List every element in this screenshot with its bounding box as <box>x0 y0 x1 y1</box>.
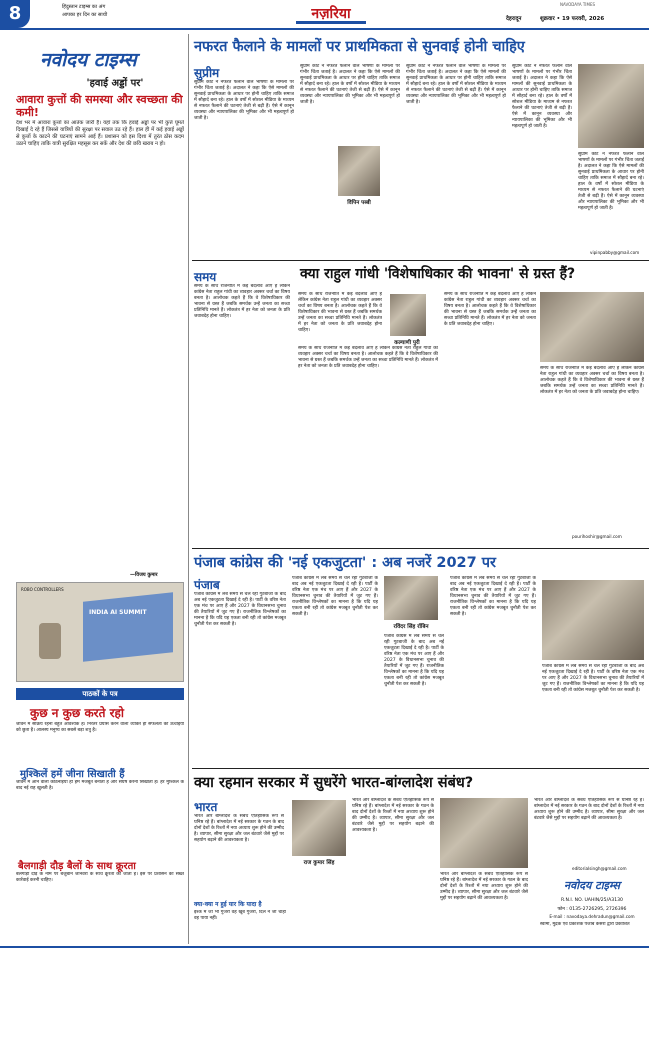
article1-dropcap: सुप्रीम <box>194 66 220 80</box>
article1-body-col2: सुप्रीम कोर्ट ने नफरत फैलाने वाले भाषणों के मामलों पर गंभीर चिंता जताई है। अदालत ने कहा कि ऐसे मामलों की सुनवाई प्राथमिकता के आधार पर होनी चाहिए ताकि समाज में सौहार्द बना रहे। हाल के वर्षों में सोशल मीडिया के माध्यम से नफरत फैलाने की घटनाएं तेजी से बढ़ी हैं। ऐसे में कानून व्यवस्था और न्यायपालिका की भूमिका और भी महत्वपूर्ण हो जाती है। <box>300 64 400 105</box>
imprint-email: E-mail : navodaya.dehradun@gmail.com <box>549 914 635 919</box>
article3-body-col2: पंजाब कांग्रेस में लंबे समय से चल रही गुटबाजी के बाद अब नई एकजुटता दिखाई दे रही है। पार्टी के वरिष्ठ नेता एक मंच पर आए हैं और 2027 के विधानसभा चुनाव की तैयारियों में जुट गए हैं। राजनीतिक विश्लेषकों का मानना है कि यदि यह एकता बनी रही तो कांग्रेस मजबूत चुनौती पेश कर सकती है। <box>292 576 378 617</box>
article4-body-col2: भारत और बांग्लादेश के संबंध ऐतिहासिक रूप से घनिष्ठ रहे हैं। बांग्लादेश में नई सरकार के गठन के बाद दोनों देशों के रिश्तों में नया अध्याय शुरू होने की उम्मीद है। व्यापार, सीमा सुरक्षा और जल बंटवारे जैसे मुद्दों पर सहयोग बढ़ाने की आवश्यकता है। <box>352 798 434 833</box>
article3-photo <box>542 580 644 660</box>
article1-body-col3: सुप्रीम कोर्ट ने नफरत फैलाने वाले भाषणों के मामलों पर गंभीर चिंता जताई है। अदालत ने कहा कि ऐसे मामलों की सुनवाई प्राथमिकता के आधार पर होनी चाहिए ताकि समाज में सौहार्द बना रहे। हाल के वर्षों में सोशल मीडिया के माध्यम से नफरत फैलाने की घटनाएं तेजी से बढ़ी हैं। ऐसे में कानून व्यवस्था और न्यायपालिका की भूमिका और भी महत्वपूर्ण हो जाती है। <box>406 64 506 105</box>
site-name: NAVODAYA TIMES <box>560 2 596 7</box>
article1-body-col4: सुप्रीम कोर्ट ने नफरत फैलाने वाले भाषणों के मामलों पर गंभीर चिंता जताई है। अदालत ने कहा कि ऐसे मामलों की सुनवाई प्राथमिकता के आधार पर होनी चाहिए ताकि समाज में सौहार्द बना रहे। हाल के वर्षों में सोशल मीडिया के माध्यम से नफरत फैलाने की घटनाएं तेजी से बढ़ी हैं। ऐसे में कानून व्यवस्था और न्यायपालिका की भूमिका और भी महत्वपूर्ण हो जाती है। <box>512 64 572 129</box>
article2-body-col5: समय के साथ राजनीति में कई बदलाव आए हैं लेकिन कांग्रेस नेता राहुल गांधी का व्यवहार अक्सर चर्चा का विषय बनता है। आलोचक कहते हैं कि वे विशेषाधिकार की भावना से ग्रस्त हैं जबकि समर्थक उन्हें जनता का सच्चा प्रतिनिधि मानते हैं। लोकतंत्र में हर नेता को जनता के प्रति जवाबदेह होना चाहिए। <box>540 366 644 395</box>
tagline-bottom: आपका हर दिन का साथी <box>62 12 108 18</box>
editorial-body: देश भर में आवारा कुत्तों का आतंक जारी है। यहां तक कि हवाई अड्डों पर भी कुत्ते घूमते दिखाई दे रहे हैं जिससे यात्रियों की सुरक्षा पर सवाल उठ रहे हैं। हाल ही में कई हवाई अड्डों से कुत्तों के काटने की घटनाएं सामने आई हैं। प्रशासन को इस दिशा में तुरंत ठोस कदम उठाने चाहिए ताकि यात्री सुरक्षित महसूस कर सकें और देश की छवि खराब न हो। <box>16 120 184 147</box>
article4-poem: इश्क में जो भी गुजरी वह खूब गुजरी, दिल ने जो चाहा वह पाया नहीं। <box>194 910 286 921</box>
article1-email: vipinpabby@gmail.com <box>590 250 640 255</box>
cartoon-building <box>83 592 173 661</box>
editorial-headline: आवारा कुत्तों की समस्या और स्वच्छता की कमी! <box>16 93 183 119</box>
article1-photo <box>578 64 644 148</box>
article4-photo <box>440 798 528 868</box>
section-title: नज़रिया <box>296 4 366 24</box>
article3-body-col5: पंजाब कांग्रेस में लंबे समय से चल रही गुटबाजी के बाद अब नई एकजुटता दिखाई दे रही है। पार्टी के वरिष्ठ नेता एक मंच पर आए हैं और 2027 के विधानसभा चुनाव की तैयारियों में जुट गए हैं। राजनीतिक विश्लेषकों का मानना है कि यदि यह एकता बनी रही तो कांग्रेस मजबूत चुनौती पेश कर सकती है। <box>542 664 644 693</box>
article2-body-col4: समय के साथ राजनीति में कई बदलाव आए हैं लेकिन कांग्रेस नेता राहुल गांधी का व्यवहार अक्सर चर्चा का विषय बनता है। आलोचक कहते हैं कि वे विशेषाधिकार की भावना से ग्रस्त हैं जबकि समर्थक उन्हें जनता का सच्चा प्रतिनिधि मानते हैं। लोकतंत्र में हर नेता को जनता के प्रति जवाबदेह होना चाहिए। <box>444 292 536 327</box>
article3-body-col1: पंजाब कांग्रेस में लंबे समय से चल रही गुटबाजी के बाद अब नई एकजुटता दिखाई दे रही है। पार्टी के वरिष्ठ नेता एक मंच पर आए हैं और 2027 के विधानसभा चुनाव की तैयारियों में जुट गए हैं। राजनीतिक विश्लेषकों का मानना है कि यदि यह एकता बनी रही तो कांग्रेस मजबूत चुनौती पेश कर सकती है। <box>194 592 286 627</box>
city: देहरादून <box>506 16 522 22</box>
letter2-body: जीवन में आने वाली कठिनाइयां ही हमें मजबूत बनाती हैं और संघर्ष करना सिखाती हैं। हर मुश्किल के बाद नई राह खुलती है। <box>16 780 184 791</box>
article3-dropcap: पंजाब <box>194 578 220 592</box>
article1-headline: नफरत फैलाने के मामलों पर प्राथमिकता से सुनवाई होनी चाहिए <box>194 39 525 55</box>
imprint-phone: फोन : 0135-2726295, 2726396 <box>557 907 627 912</box>
article2-body-col3: समय के साथ राजनीति में कई बदलाव आए हैं लेकिन कांग्रेस नेता राहुल गांधी का व्यवहार अक्सर चर्चा का विषय बनता है। आलोचक कहते हैं कि वे विशेषाधिकार की भावना से ग्रस्त हैं जबकि समर्थक उन्हें जनता का सच्चा प्रतिनिधि मानते हैं। लोकतंत्र में हर नेता को जनता के प्रति जवाबदेह होना चाहिए। <box>298 346 438 369</box>
article2-headline: क्या राहुल गांधी 'विशेषाधिकार की भावना' से ग्रस्त हैं? <box>300 266 576 282</box>
letter1-body: जीवन में सक्रिय रहना बहुत आवश्यक है। निरंतर प्रयास करने वाला व्यक्ति ही सफलता की ऊंचाइयों को छूता है। आलस्य मनुष्य का सबसे बड़ा शत्रु है। <box>16 722 184 733</box>
article4-author: राज कुमार सिंह <box>303 860 335 866</box>
article4-body-col4: भारत और बांग्लादेश के संबंध ऐतिहासिक रूप से घनिष्ठ रहे हैं। बांग्लादेश में नई सरकार के गठन के बाद दोनों देशों के रिश्तों में नया अध्याय शुरू होने की उम्मीद है। व्यापार, सीमा सुरक्षा और जल बंटवारे जैसे मुद्दों पर सहयोग बढ़ाने की आवश्यकता है। <box>534 798 644 821</box>
article1-author-photo <box>338 146 380 196</box>
imprint-note: स्वामी, मुद्रक एवं प्रकाशक पंजाब केसरी द्वारा प्रकाशित <box>540 922 630 927</box>
editorial-author: —विजय कुमार <box>130 572 158 578</box>
imprint-reg: R.N.I. NO. UAHIN/25/A3130 <box>561 898 623 903</box>
letters-banner: पाठकों के पत्र <box>16 688 184 700</box>
letter3-body: बैलगाड़ी दौड़ के नाम पर बेजुबान जानवरों के साथ क्रूरता की जाती है। इस पर प्रशासन को सख्त कार्रवाई करनी चाहिए। <box>16 872 184 883</box>
article1-body-col5: सुप्रीम कोर्ट ने नफरत फैलाने वाले भाषणों के मामलों पर गंभीर चिंता जताई है। अदालत ने कहा कि ऐसे मामलों की सुनवाई प्राथमिकता के आधार पर होनी चाहिए ताकि समाज में सौहार्द बना रहे। हाल के वर्षों में सोशल मीडिया के माध्यम से नफरत फैलाने की घटनाएं तेजी से बढ़ी हैं। ऐसे में कानून व्यवस्था और न्यायपालिका की भूमिका और भी महत्वपूर्ण हो जाती है। <box>578 152 644 211</box>
article2-author: कल्याणी पुरी <box>394 340 420 346</box>
cartoon-caption: INDIA AI SUMMIT <box>89 609 147 616</box>
article1-body-col1: सुप्रीम कोर्ट ने नफरत फैलाने वाले भाषणों के मामलों पर गंभीर चिंता जताई है। अदालत ने कहा कि ऐसे मामलों की सुनवाई प्राथमिकता के आधार पर होनी चाहिए ताकि समाज में सौहार्द बना रहे। हाल के वर्षों में सोशल मीडिया के माध्यम से नफरत फैलाने की घटनाएं तेजी से बढ़ी हैं। ऐसे में कानून व्यवस्था और न्यायपालिका की भूमिका और भी महत्वपूर्ण हो जाती है। <box>194 80 294 121</box>
article3-body-col4: पंजाब कांग्रेस में लंबे समय से चल रही गुटबाजी के बाद अब नई एकजुटता दिखाई दे रही है। पार्टी के वरिष्ठ नेता एक मंच पर आए हैं और 2027 के विधानसभा चुनाव की तैयारियों में जुट गए हैं। राजनीतिक विश्लेषकों का मानना है कि यदि यह एकता बनी रही तो कांग्रेस मजबूत चुनौती पेश कर सकती है। <box>450 576 536 617</box>
date: शुक्रवार • 19 फरवरी, 2026 <box>540 16 605 22</box>
article2-author-photo <box>390 294 426 336</box>
page-number: 8 <box>0 0 30 28</box>
cartoon-robot <box>39 623 61 659</box>
article3-author: रविंदर सिंह रॉबिन <box>393 624 429 630</box>
article4-body-col3: भारत और बांग्लादेश के संबंध ऐतिहासिक रूप से घनिष्ठ रहे हैं। बांग्लादेश में नई सरकार के गठन के बाद दोनों देशों के रिश्तों में नया अध्याय शुरू होने की उम्मीद है। व्यापार, सीमा सुरक्षा और जल बंटवारे जैसे मुद्दों पर सहयोग बढ़ाने की आवश्यकता है। <box>440 872 528 901</box>
article2-photo <box>540 292 644 362</box>
article3-headline: पंजाब कांग्रेस की 'नई एकजुटता' : अब नजरें 2027 पर <box>194 555 496 571</box>
article4-headline: क्या रहमान सरकार में सुधरेंगे भारत-बांग्लादेश संबंध? <box>194 775 474 791</box>
article4-body-col1: भारत और बांग्लादेश के संबंध ऐतिहासिक रूप से घनिष्ठ रहे हैं। बांग्लादेश में नई सरकार के गठन के बाद दोनों देशों के रिश्तों में नया अध्याय शुरू होने की उम्मीद है। व्यापार, सीमा सुरक्षा और जल बंटवारे जैसे मुद्दों पर सहयोग बढ़ाने की आवश्यकता है। <box>194 814 284 843</box>
editorial-subtitle: 'हवाई अड्डों पर' <box>86 78 144 89</box>
tagline-top: हिंदुस्तान टाइम्स का अंग <box>62 4 106 10</box>
newspaper-logo: नवोदय टाइम्स <box>40 49 137 71</box>
cartoon-tag: ROBO CONTROLLERS <box>21 587 64 592</box>
letter3-headline: बैलगाड़ी दौड़ बैलों के साथ क्रूरता <box>18 861 136 872</box>
article2-body-col2: समय के साथ राजनीति में कई बदलाव आए हैं लेकिन कांग्रेस नेता राहुल गांधी का व्यवहार अक्सर चर्चा का विषय बनता है। आलोचक कहते हैं कि वे विशेषाधिकार की भावना से ग्रस्त हैं जबकि समर्थक उन्हें जनता का सच्चा प्रतिनिधि मानते हैं। लोकतंत्र में हर नेता को जनता के प्रति जवाबदेह होना चाहिए। <box>298 292 382 333</box>
letter1-headline: कुछ न कुछ करते रहो <box>30 706 124 720</box>
article1-author: विपिन पब्बी <box>347 200 371 206</box>
article2-body-col1: समय के साथ राजनीति में कई बदलाव आए हैं लेकिन कांग्रेस नेता राहुल गांधी का व्यवहार अक्सर चर्चा का विषय बनता है। आलोचक कहते हैं कि वे विशेषाधिकार की भावना से ग्रस्त हैं जबकि समर्थक उन्हें जनता का सच्चा प्रतिनिधि मानते हैं। लोकतंत्र में हर नेता को जनता के प्रति जवाबदेह होना चाहिए। <box>194 284 290 319</box>
cartoon <box>16 582 184 682</box>
article3-author-photo <box>384 576 438 620</box>
article2-dropcap: समय <box>194 270 217 284</box>
article4-dropcap: भारत <box>194 800 218 814</box>
article2-email: pourihoshir@gmail.com <box>572 534 622 539</box>
article4-email: editorialsingh@gmail.com <box>572 866 627 871</box>
article4-poem-title: क्या-क्या न हुई यार कि यादा है <box>194 901 262 908</box>
letter2-headline: मुश्किलें हमें जीना सिखाती हैं <box>20 769 125 780</box>
article3-body-col3: पंजाब कांग्रेस में लंबे समय से चल रही गुटबाजी के बाद अब नई एकजुटता दिखाई दे रही है। पार्टी के वरिष्ठ नेता एक मंच पर आए हैं और 2027 के विधानसभा चुनाव की तैयारियों में जुट गए हैं। राजनीतिक विश्लेषकों का मानना है कि यदि यह एकता बनी रही तो कांग्रेस मजबूत चुनौती पेश कर सकती है। <box>384 634 444 687</box>
imprint-logo: नवोदय टाइम्स <box>564 879 620 892</box>
article4-author-photo <box>292 800 346 856</box>
